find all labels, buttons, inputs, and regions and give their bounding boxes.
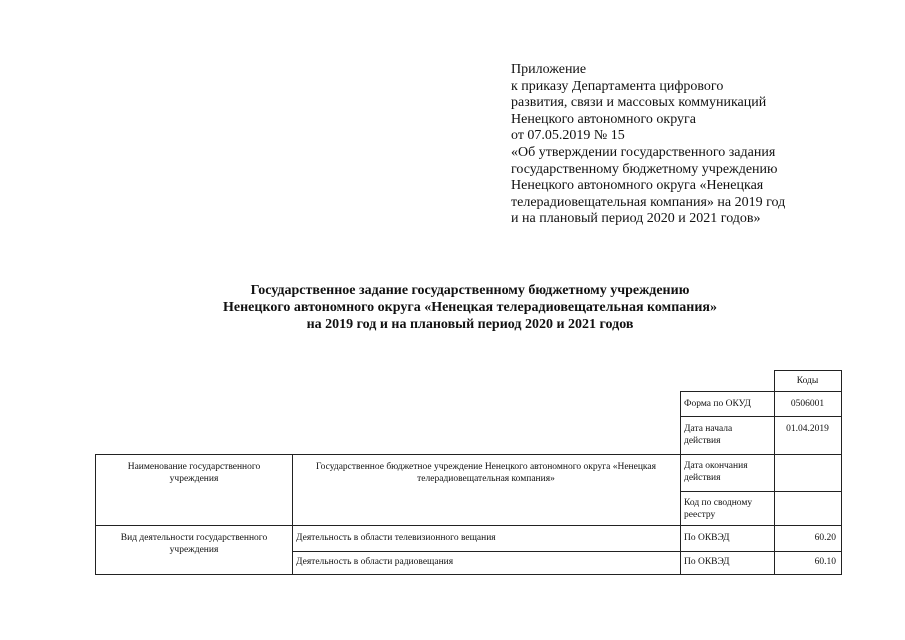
grid-line (680, 391, 681, 575)
grid-line (680, 491, 841, 492)
appendix-line: Ненецкого автономного округа (511, 111, 696, 127)
start-date-label: Дата начала действия (684, 424, 733, 446)
title-line: Государственное задание государственному бюджетному учреждению (250, 283, 690, 298)
activity-item-code: 60.20 (814, 533, 836, 543)
appendix-line: Ненецкого автономного округа «Ненецкая (511, 178, 764, 194)
activity-item-classifier: По ОКВЭД (684, 557, 730, 567)
appendix-header (511, 62, 841, 228)
institution-label: Наименование государственного учреждения (127, 462, 261, 484)
title-line: на 2019 год и на плановый период 2020 и 2021 годов (306, 317, 634, 332)
grid-line (841, 370, 842, 575)
appendix-line: от 07.05.2019 № 15 (511, 128, 625, 144)
title-line: Ненецкого автономного округа «Ненецкая телерадиовещательная компания» (223, 300, 717, 315)
appendix-line: Приложение (511, 62, 587, 77)
appendix-line: к приказу Департамента цифрового (511, 78, 724, 94)
end-date-label: Дата окончания действия (684, 461, 748, 483)
appendix-line: телерадиовещательная компания» на 2019 год (511, 194, 786, 210)
registry-code-label: Код по сводному реестру (684, 498, 753, 520)
grid-line (95, 454, 841, 455)
okud-code: 0506001 (790, 399, 825, 409)
appendix-line: «Об утверждении государственного задания (511, 144, 776, 160)
activity-item-code: 60.10 (814, 557, 836, 567)
grid-line (95, 454, 96, 575)
activity-item-name: Деятельность в области телевизионного вещания (296, 533, 496, 543)
grid-line (95, 574, 841, 575)
activity-item-name: Деятельность в области радиовещания (296, 557, 454, 567)
grid-line (680, 416, 841, 417)
appendix-line: государственному бюджетному учреждению (511, 161, 778, 177)
grid-line (292, 454, 293, 575)
document-title (120, 282, 820, 333)
start-date-value: 01.04.2019 (786, 424, 829, 434)
grid-line (95, 525, 841, 526)
activity-label: Вид деятельности государственного учреждения (120, 533, 268, 555)
appendix-line: и на плановый период 2020 и 2021 годов» (511, 211, 761, 227)
activity-item-classifier: По ОКВЭД (684, 533, 730, 543)
grid-line (774, 370, 841, 371)
institution-name: Государственное бюджетное учреждение Ненецкого автономного округа «Ненецкая телерадиовещательная компания» (316, 462, 656, 484)
okud-label: Форма по ОКУД (684, 399, 751, 409)
grid-line (680, 391, 841, 392)
appendix-line: развития, связи и массовых коммуникаций (511, 95, 767, 111)
codes-header: Коды (796, 376, 819, 386)
grid-line (292, 551, 841, 552)
